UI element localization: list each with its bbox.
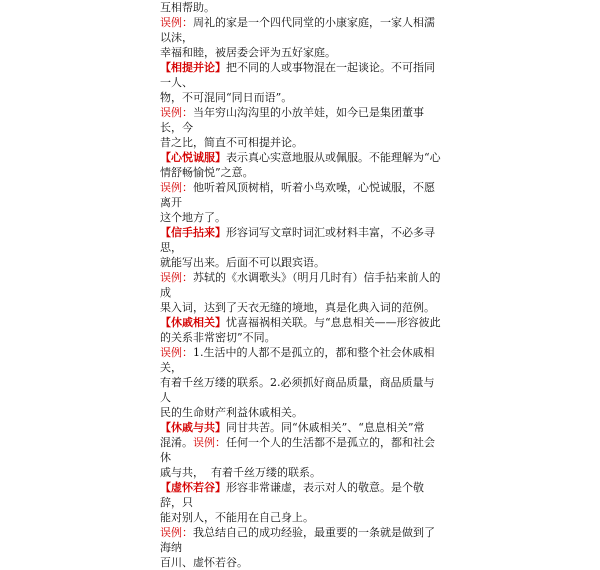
text-line <box>160 405 444 420</box>
line-text: 把不同的人或事物混在一起谈论。不可指同一人、 <box>160 61 435 89</box>
line-text: 互相帮助。 <box>160 1 215 14</box>
idiom-term: 【信手拈来】 <box>160 226 226 239</box>
idiom-term: 【心悦诚服】 <box>160 151 226 164</box>
idiom-term: 【虚怀若谷】 <box>160 481 226 494</box>
example-label: 误例： <box>160 526 193 539</box>
line-text: 昔之比，简直不可相提并论。 <box>160 136 303 149</box>
line-text: 形容非常谦虚，表示对人的敬意。是个敬辞，只 <box>160 481 424 509</box>
line-text: 1.生活中的人都不是孤立的，都和整个社会休戚相关， <box>160 346 435 374</box>
text-line <box>160 510 444 525</box>
text-line <box>160 210 444 225</box>
text-line <box>160 150 444 165</box>
line-text: 当年穷山沟沟里的小放羊娃，如今已是集团董事长，今 <box>160 106 424 134</box>
text-line <box>160 105 444 135</box>
line-text: 混淆。 <box>160 436 193 449</box>
line-text: 百川、虚怀若谷。 <box>160 556 248 569</box>
text-line <box>160 300 444 315</box>
line-text: 他听着风顶树梢，听着小鸟欢噪，心悦诚服，不愿离开 <box>160 181 435 209</box>
line-text: 能对别人，不能用在自己身上。 <box>160 511 314 524</box>
example-label: 误例： <box>160 346 193 359</box>
line-text: 忧喜福祸相关联。与“息息相关——形容彼此 <box>226 316 441 329</box>
text-line <box>160 180 444 210</box>
line-text: 形容词写文章时词汇或材料丰富，不必多寻思， <box>160 226 435 254</box>
line-text: 的关系非常密切”不同。 <box>160 331 276 344</box>
line-text: 我总结自己的成功经验，最重要的一条就是做到了海纳 <box>160 526 435 554</box>
text-line <box>160 0 444 15</box>
line-text: 苏轼的《水调歌头》（明月几时有）信手拈来前人的成 <box>160 271 441 299</box>
text-line <box>160 315 444 330</box>
text-line <box>160 555 444 570</box>
line-text: 有着千丝万缕的联系。2.必须抓好商品质量，商品质量与人 <box>160 376 435 404</box>
example-label: 误例： <box>160 106 193 119</box>
line-text: 表示真心实意地服从或佩服。不能理解为“心 <box>226 151 441 164</box>
line-text: 果入词，达到了天衣无缝的境地，真是化典入词的范例。 <box>160 301 435 314</box>
text-line <box>160 135 444 150</box>
idiom-term: 【相提并论】 <box>160 61 226 74</box>
example-label: 误例： <box>160 16 193 29</box>
text-line <box>160 270 444 300</box>
line-text: 幸福和睦，被居委会评为五好家庭。 <box>160 46 336 59</box>
line-text: 周礼的家是一个四代同堂的小康家庭，一家人相濡以沫， <box>160 16 435 44</box>
line-text: 这个地方了。 <box>160 211 226 224</box>
line-text: 同甘共苦。同“休戚相关”、“息息相关”常 <box>226 421 425 434</box>
text-line <box>160 165 444 180</box>
example-label: 误例： <box>160 181 193 194</box>
text-line <box>160 525 444 555</box>
document-body <box>160 0 444 570</box>
text-line <box>160 45 444 60</box>
line-text: 就能写出来。后面不可以跟宾语。 <box>160 256 325 269</box>
text-line <box>160 420 444 435</box>
line-text: 物，不可混同“同日而语”。 <box>160 91 293 104</box>
idiom-term: 【休戚相关】 <box>160 316 226 329</box>
text-line <box>160 345 444 375</box>
text-line <box>160 225 444 255</box>
line-text: 任何一个人的生活都不是孤立的，都和社会休 <box>160 436 435 464</box>
text-line <box>160 465 444 480</box>
text-line <box>160 60 444 90</box>
text-line <box>160 90 444 105</box>
text-line <box>160 255 444 270</box>
text-line <box>160 480 444 510</box>
text-line <box>160 15 444 45</box>
text-line <box>160 330 444 345</box>
line-text: 情舒畅愉悦”之意。 <box>160 166 254 179</box>
text-line <box>160 435 444 465</box>
line-text: 民的生命财产利益休戚相关。 <box>160 406 303 419</box>
line-text: 戚与共， 有着千丝万缕的联系。 <box>160 466 321 479</box>
text-line <box>160 375 444 405</box>
example-label: 误例： <box>160 271 193 284</box>
example-label: 误例： <box>193 436 226 449</box>
idiom-term: 【休戚与共】 <box>160 421 226 434</box>
